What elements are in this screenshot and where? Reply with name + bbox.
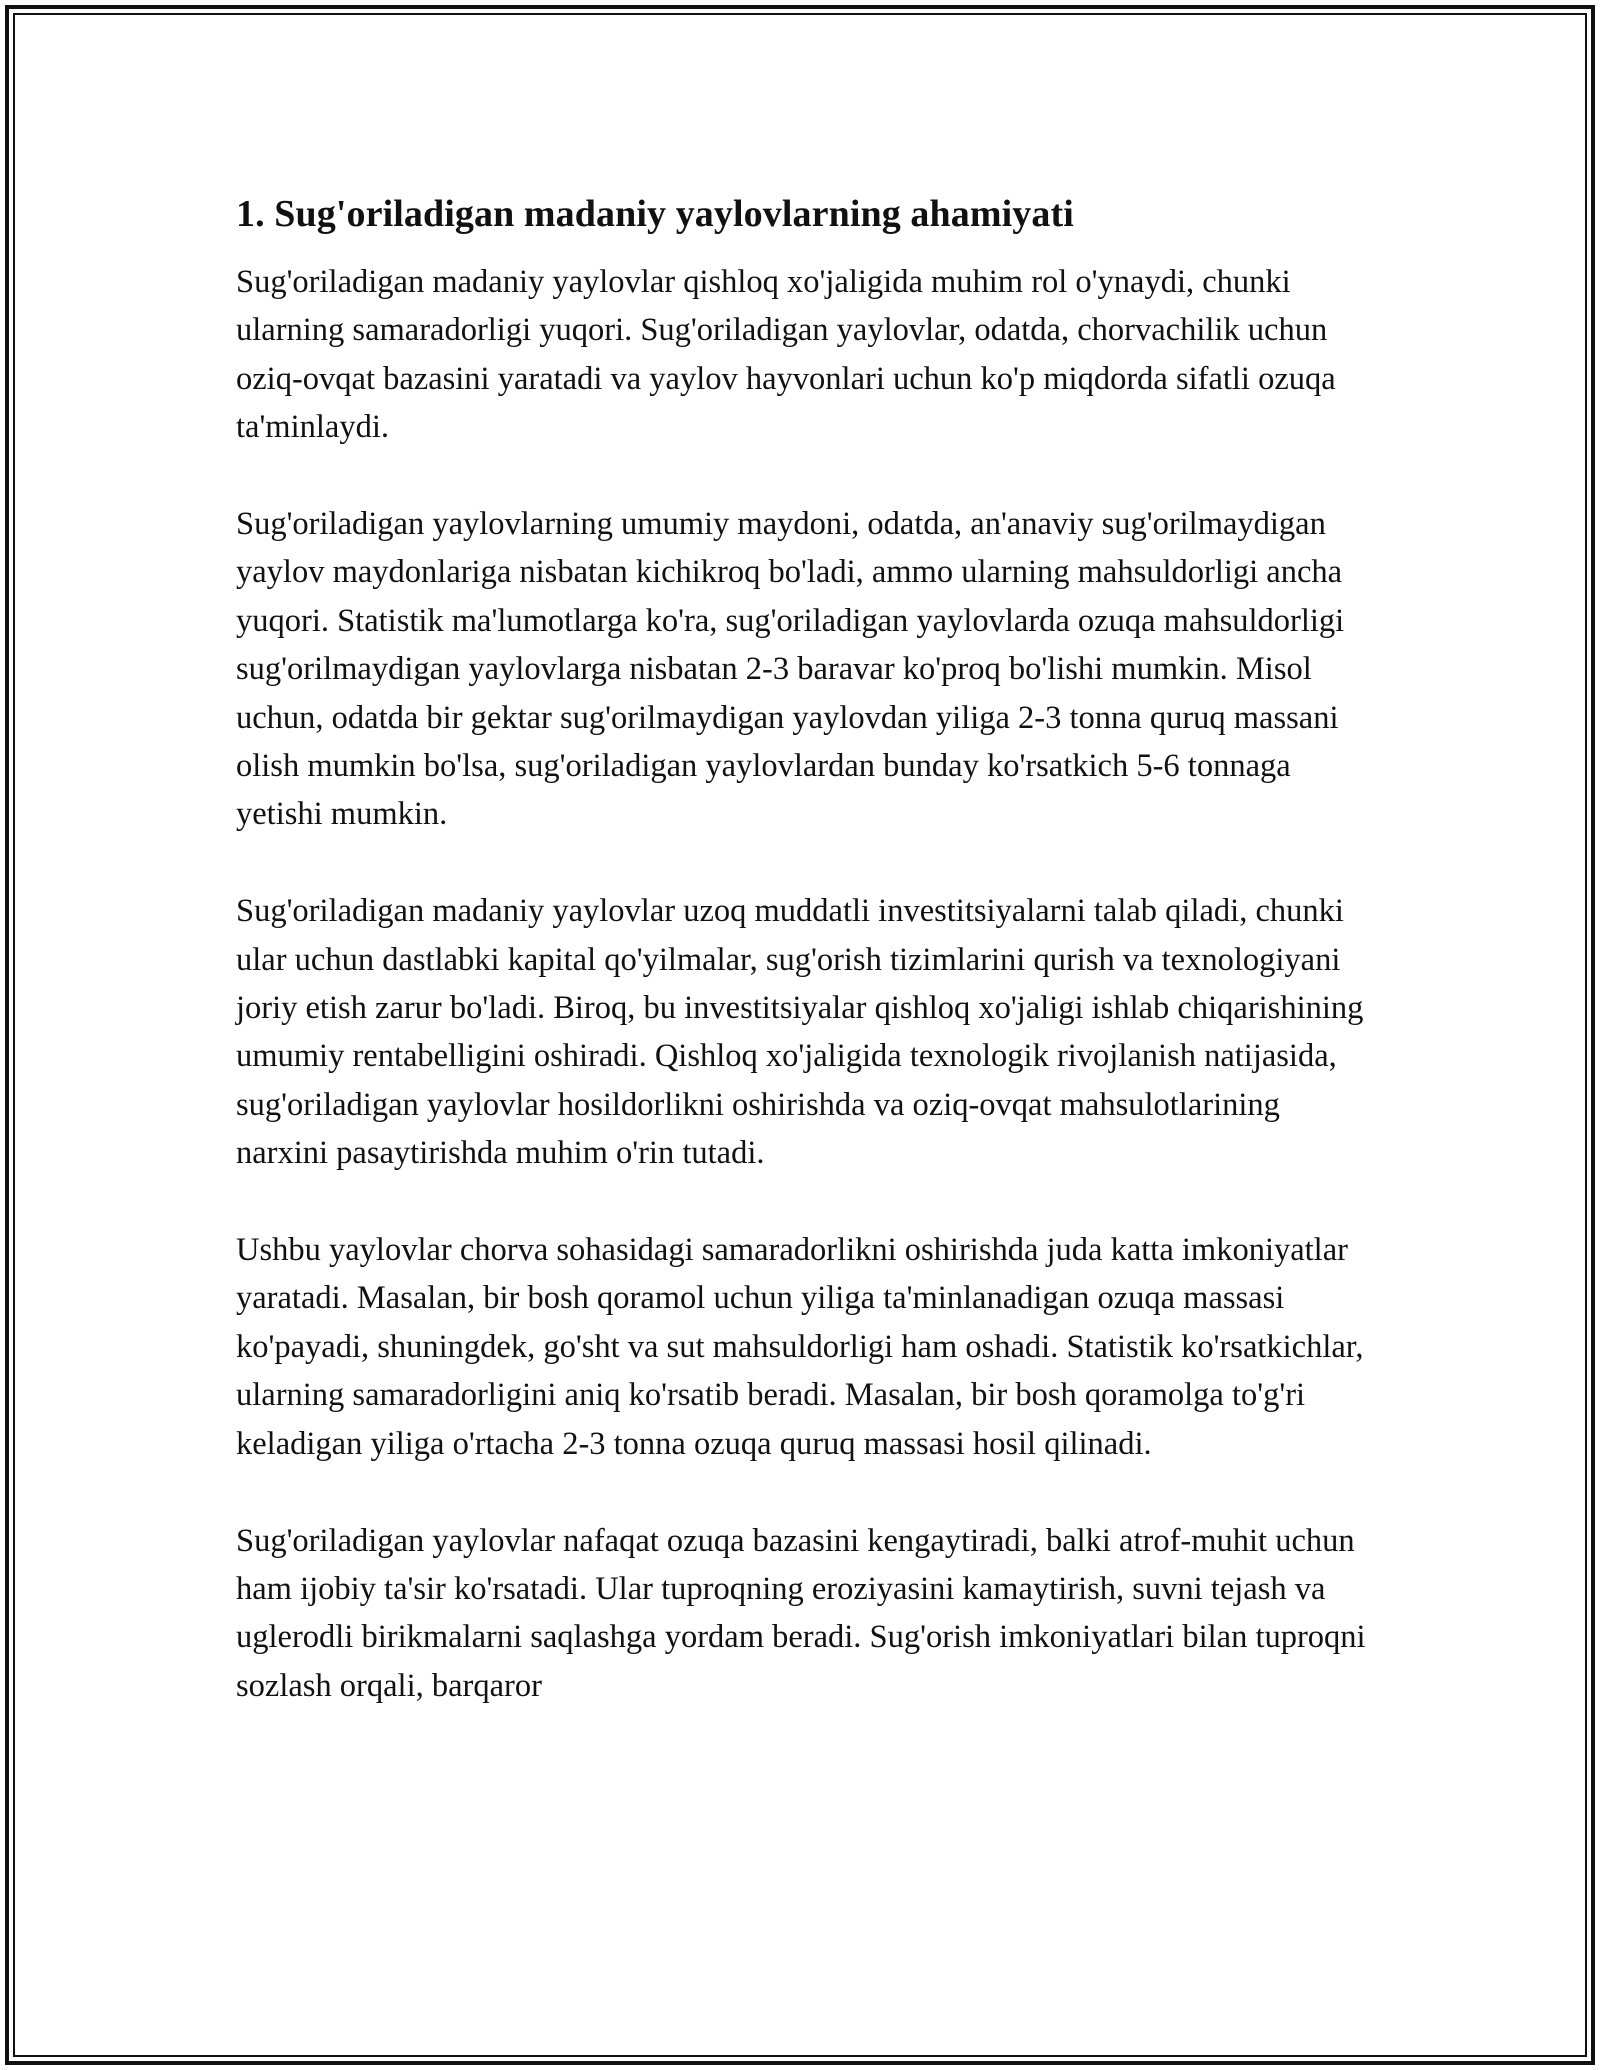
paragraph-2: Sug'oriladigan yaylovlarning umumiy maydoni, odatda, an'anaviy sug'orilmaydigan yaylov maydonlariga nisbatan kichikroq bo'ladi, ammo ularning mahsuldorligi ancha yuqori. Statistik ma'lumotlarga ko'ra, sug'oriladigan yaylovlarda ozuqa mahsuldorligi sug'orilmaydigan yaylovlarga nisbatan 2-3 baravar ko'proq bo'lishi mumkin. Misol uchun, odatda bir gektar sug'orilmaydigan yaylovdan yiliga 2-3 tonna quruq massani olish mumkin bo'lsa, sug'oriladigan yaylovlardan bunday ko'rsatkich 5-6 tonnaga yetishi mumkin. <box>236 506 1345 833</box>
paragraph-3: Sug'oriladigan madaniy yaylovlar uzoq muddatli investitsiyalarni talab qiladi, chunki ular uchun dastlabki kapital qo'yilmalar, sug'orish tizimlarini qurish va texnologiyani joriy etish zarur bo'ladi. Biroq, bu investitsiyalar qishloq xo'jaligi ishlab chiqarishining umumiy rentabelligini oshiradi. Qishloq xo'jaligida texnologik rivojlanish natijasida, sug'oriladigan yaylovlar hosildorlikni oshirishda va oziq-ovqat mahsulotlarining narxini pasaytirishda muhim o'rin tutadi. <box>236 893 1364 1172</box>
paragraph-5: Sug'oriladigan yaylovlar nafaqat ozuqa bazasini kengaytiradi, balki atrof-muhit uchun ham ijobiy ta'sir ko'rsatadi. Ular tuproqning eroziyasini kamaytirish, suvni tejash va uglerodli birikmalarni saqlashga yordam beradi. Sug'orish imkoniyatlari bilan tuproqni sozlash orqali, barqaror <box>236 1522 1366 1704</box>
paragraph-4: Ushbu yaylovlar chorva sohasidagi samaradorlikni oshirishda juda katta imkoniyatlar yaratadi. Masalan, bir bosh qoramol uchun yiliga ta'minlanadigan ozuqa massasi ko'payadi, shuningdek, go'sht va sut mahsuldorligi ham oshadi. Statistik ko'rsatkichlar, ularning samaradorligini aniq ko'rsatib beradi. Masalan, bir bosh qoramolga to'g'ri keladigan yiliga o'rtacha 2-3 tonna ozuqa quruq massasi hosil qilinadi. <box>236 1232 1364 1462</box>
section-heading: 1. Sug'oriladigan madaniy yaylovlarning ahamiyati <box>236 193 1074 235</box>
paragraph-1: Sug'oriladigan madaniy yaylovlar qishloq xo'jaligida muhim rol o'ynaydi, chunki ularning samaradorligi yuqori. Sug'oriladigan yaylovlar, odatda, chorvachilik uchun oziq-ovqat bazasini yaratadi va yaylov hayvonlari uchun ko'p miqdorda sifatli ozuqa ta'minlaydi. <box>236 264 1336 446</box>
document-body <box>236 186 1366 1710</box>
